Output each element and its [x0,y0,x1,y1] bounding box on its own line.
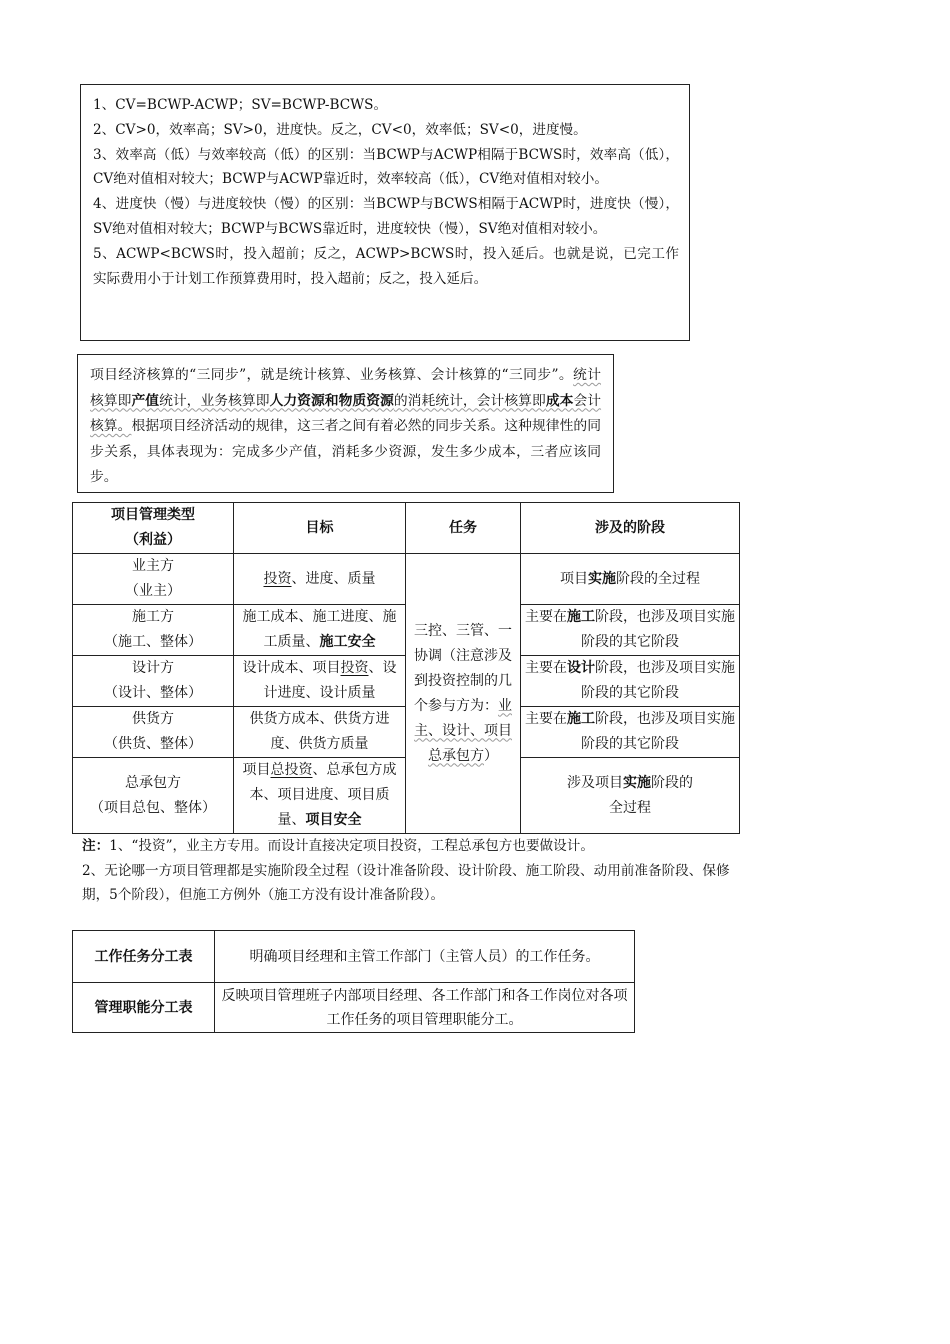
row-key: 管理职能分工表 [73,983,215,1033]
table-row [73,983,635,1033]
responsibility-tables [72,930,635,1033]
table-notes [82,834,742,908]
table-row [73,554,740,605]
header-stage: 涉及的阶段 [521,503,740,554]
goal-cell: 供货方成本、供货方进度、供货方质量 [234,707,406,758]
row-value: 明确项目经理和主管工作部门（主管人员）的工作任务。 [215,931,635,983]
project-management-types-table [72,502,740,834]
type-cell: 总承包方 （项目总包、整体） [73,758,234,834]
formula-item-1: 1、CV=BCWP-ACWP；SV=BCWP-BCWS。 [93,97,388,113]
table-row [73,931,635,983]
three-sync-paragraph [90,363,601,491]
sync-explanation: 根据项目经济活动的规律，这三者之间有着必然的同步关系。这种规律性的同步关系，具体表现为：完成多少产值，消耗多少资源，发生多少成本，三者应该同步。 [90,418,602,485]
three-sync-box [77,354,614,493]
stage-cell: 主要在施工阶段，也涉及项目实施阶段的其它阶段 [521,605,740,656]
sync-definition: 统计核算即产值统计，业务核算即人力资源和物质资源的消耗统计，会计核算即成本会计核算。 [90,367,602,434]
note-1: 注：1、“投资”，业主方专用。而设计直接决定项目投资，工程总承包方也要做设计。 [82,838,594,854]
sync-intro: 项目经济核算的“三同步”，就是统计核算、业务核算、会计核算的“三同步”。 [90,367,574,383]
type-cell: 设计方 （设计、整体） [73,656,234,707]
row-value: 反映项目管理班子内部项目经理、各工作部门和各工作岗位对各项工作任务的项目管理职能分工。 [215,983,635,1033]
task-cell: 三控、三管、一协调（注意涉及到投资控制的几个参与方为：业主、设计、项目总承包方） [406,554,521,834]
note-2: 2、无论哪一方项目管理都是实施阶段全过程（设计准备阶段、设计阶段、施工阶段、动用前准备阶段、保修期，5个阶段），但施工方例外（施工方没有设计准备阶段）。 [82,862,730,903]
stage-cell: 主要在施工阶段，也涉及项目实施阶段的其它阶段 [521,707,740,758]
goal-cell: 项目总投资、总承包方成本、项目进度、项目质量、项目安全 [234,758,406,834]
formula-item-5: 5、ACWP<BCWS时，投入超前；反之，ACWP>BCWS时，投入延后。也就是说，已完工作实际费用小于计划工作预算费用时，投入超前；反之，投入延后。 [93,245,679,287]
type-cell: 业主方 （业主） [73,554,234,605]
table-header-row [73,503,740,554]
header-type: 项目管理类型 （利益） [73,503,234,554]
stage-cell: 主要在设计阶段，也涉及项目实施阶段的其它阶段 [521,656,740,707]
goal-cell: 设计成本、项目投资、设计进度、设计质量 [234,656,406,707]
row-key: 工作任务分工表 [73,931,215,983]
stage-cell: 项目实施阶段的全过程 [521,554,740,605]
formula-item-4: 4、进度快（慢）与进度较快（慢）的区别：当BCWP与BCWS相隔于ACWP时，进度快（慢），SV绝对值相对较大；BCWP与BCWS靠近时，进度较快（慢），SV绝对值相对较小。 [93,196,679,237]
goal-cell: 投资、进度、质量 [234,554,406,605]
type-cell: 施工方 （施工、整体） [73,605,234,656]
formula-item-2: 2、CV>0，效率高；SV>0，进度快。反之，CV<0，效率低；SV<0，进度慢。 [93,121,587,138]
earned-value-notes-box [80,84,690,341]
formula-item-3: 3、效率高（低）与效率较高（低）的区别：当BCWP与ACWP相隔于BCWS时，效率高（低），CV绝对值相对较大；BCWP与ACWP靠近时，效率较高（低），CV绝对值相对较小。 [93,146,679,188]
type-cell: 供货方 （供货、整体） [73,707,234,758]
header-goal: 目标 [234,503,406,554]
goal-cell: 施工成本、施工进度、施工质量、施工安全 [234,605,406,656]
stage-cell: 涉及项目实施阶段的 全过程 [521,758,740,834]
header-task: 任务 [406,503,521,554]
